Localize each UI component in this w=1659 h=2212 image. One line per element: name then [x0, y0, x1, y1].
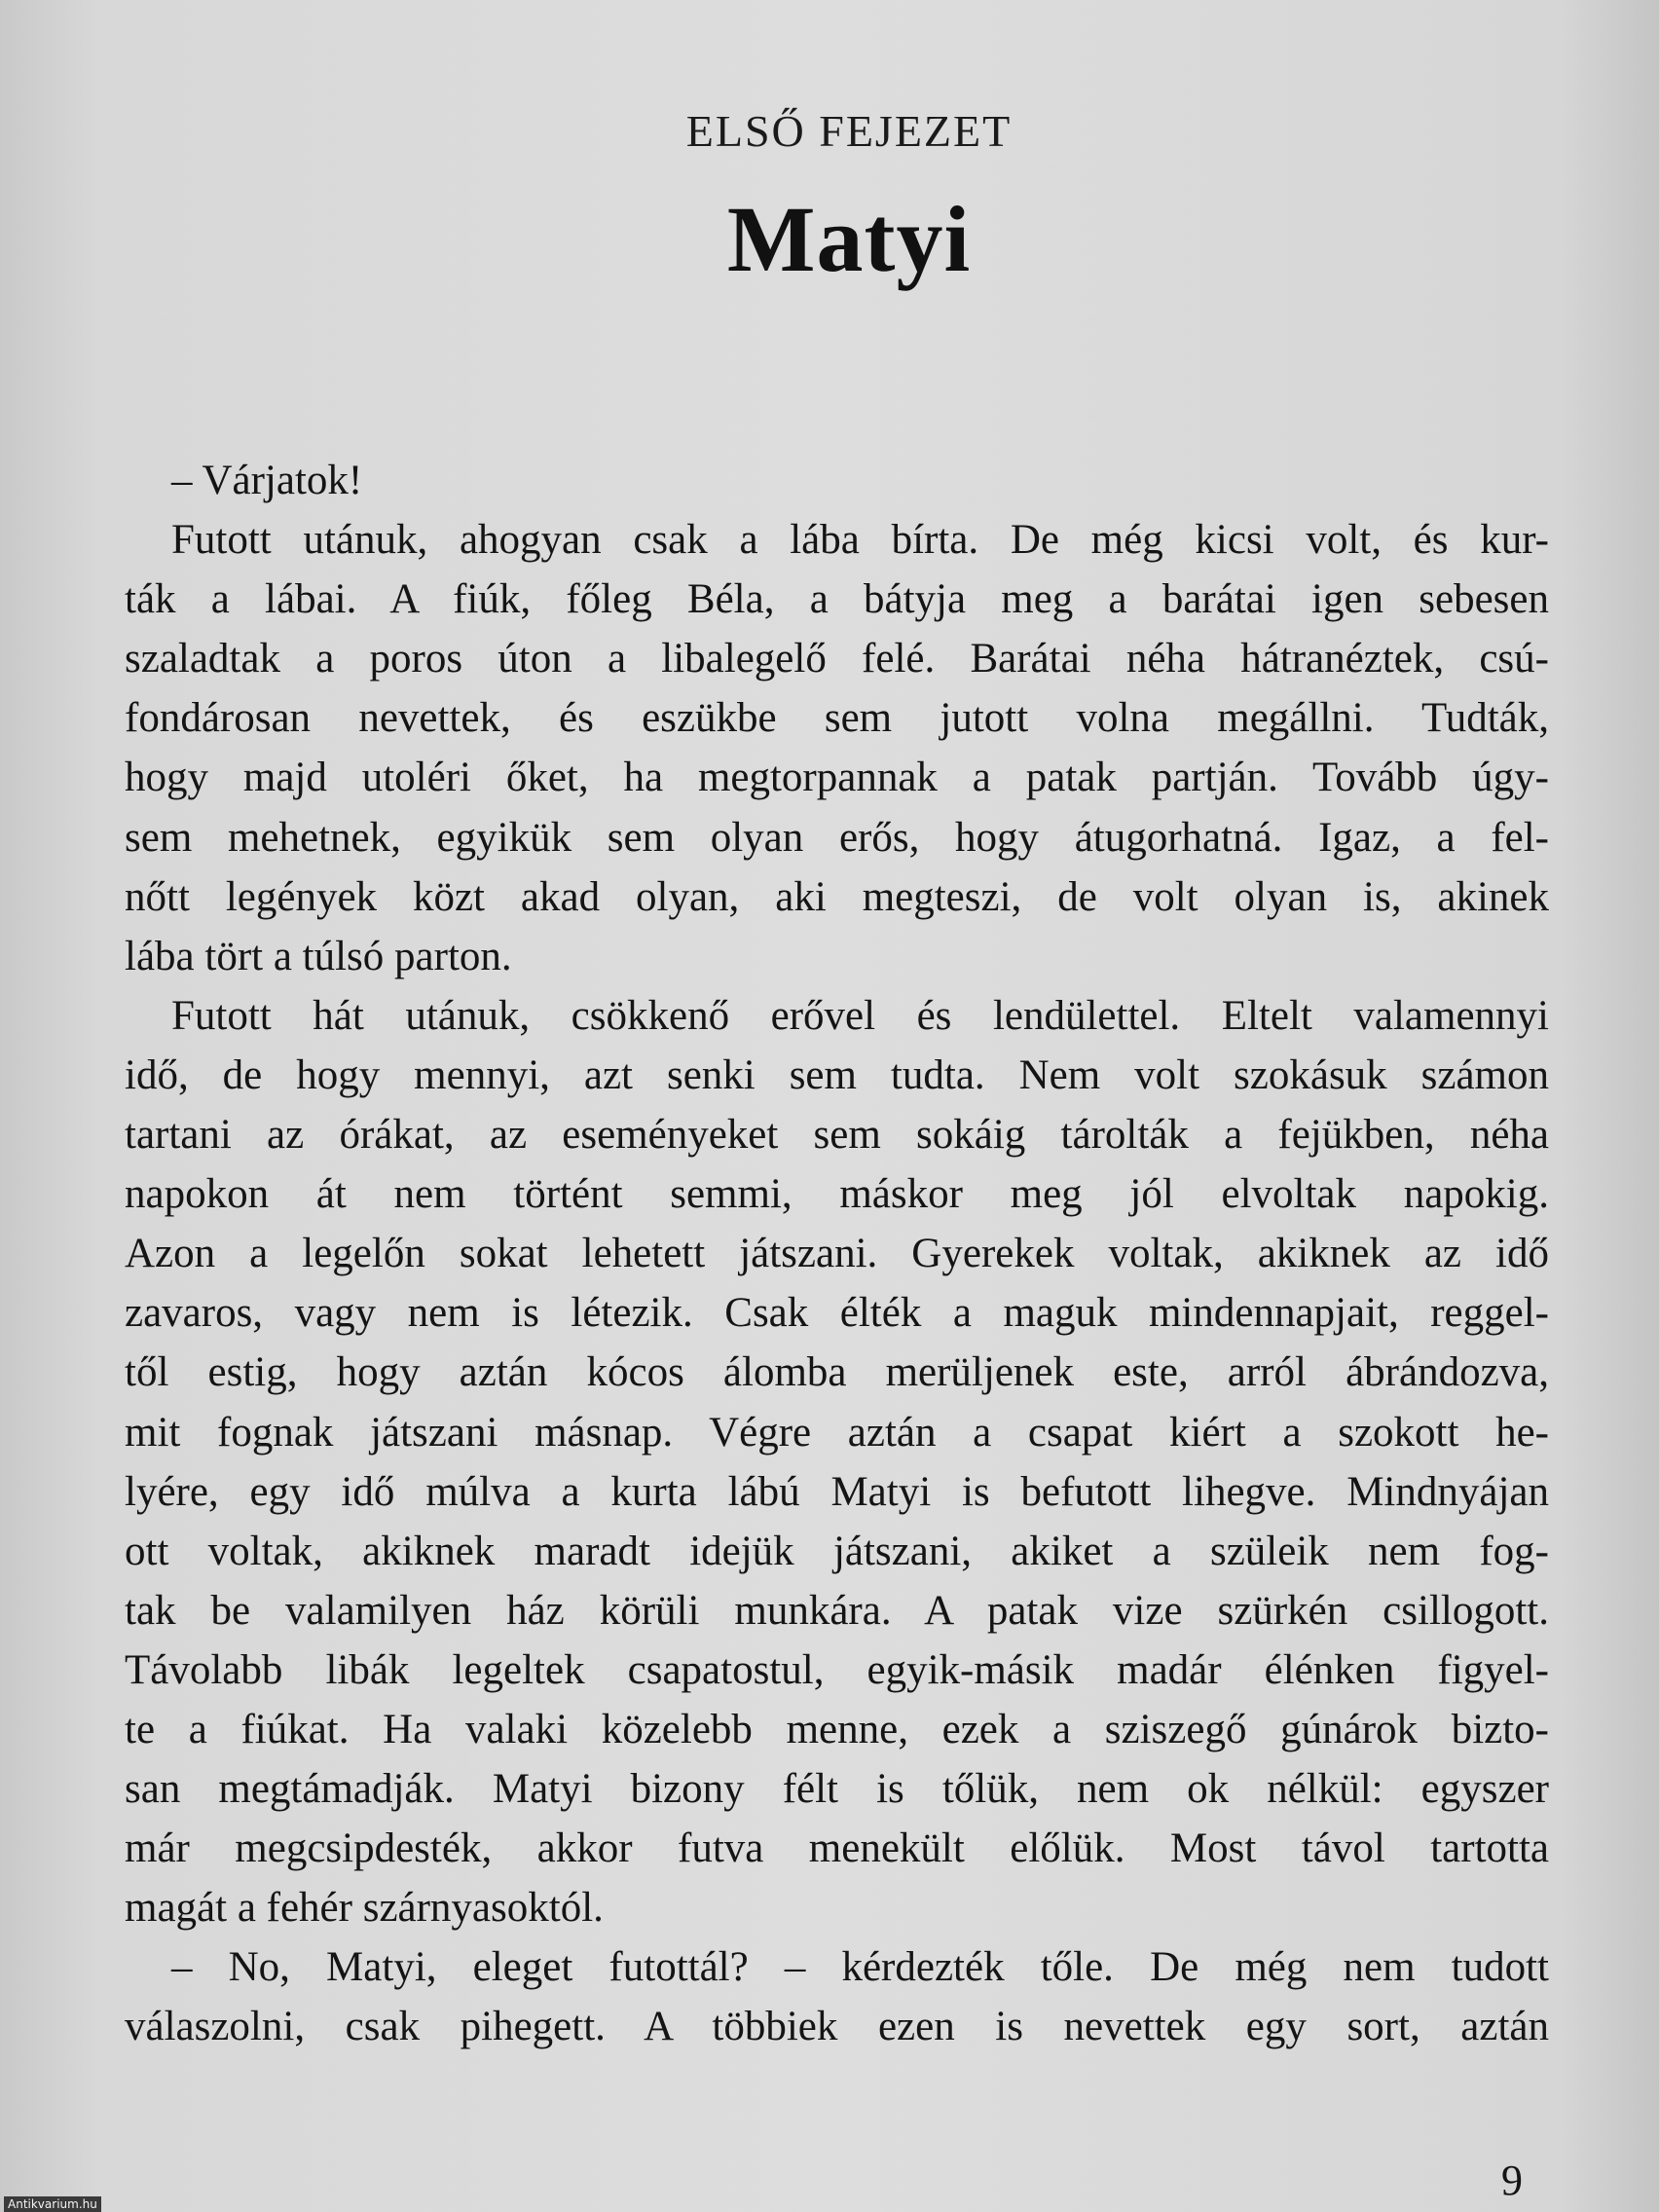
chapter-label: ELSŐ FEJEZET	[685, 106, 1013, 156]
watermark: Antikvarium.hu	[4, 2196, 101, 2212]
text-line: már megcsipdesték, akkor futva menekült előlük. Most távol tartotta	[125, 1825, 1549, 1872]
text-line: – No, Matyi, eleget futottál? – kérdezték tőle. De még nem tudott	[171, 1944, 1549, 1991]
text-line: Futott utánuk, ahogyan csak a lába bírta. De még kicsi volt, és kur-	[171, 517, 1549, 564]
text-line: szaladtak a poros úton a libalegelő felé. Barátai néha hátranéztek, csú-	[125, 636, 1549, 682]
text-line: zavaros, vagy nem is létezik. Csak élték a maguk mindennapjait, reggel-	[125, 1290, 1549, 1337]
text-line: tartani az órákat, az eseményeket sem sokáig tárolták a fejükben, néha	[125, 1112, 1549, 1159]
text-line: fondárosan nevettek, és eszükbe sem jutott volna megállni. Tudták,	[125, 695, 1549, 742]
text-line: Távolabb libák legeltek csapatostul, egyik-másik madár élénken figyel-	[125, 1646, 1549, 1693]
text-line: tak be valamilyen ház körüli munkára. A patak vize szürkén csillogott.	[125, 1587, 1549, 1634]
chapter-title: Matyi	[726, 187, 972, 291]
text-line: sem mehetnek, egyikük sem olyan erős, hogy átugorhatná. Igaz, a fel-	[125, 814, 1549, 861]
text-line: Azon a legelőn sokat lehetett játszani. Gyerekek voltak, akiknek az idő	[125, 1231, 1549, 1277]
text-line: magát a fehér szárnyasoktól.	[125, 1885, 604, 1932]
text-line: lába tört a túlsó parton.	[125, 933, 512, 979]
text-line: től estig, hogy aztán kócos álomba merüljenek este, arról ábrándozva,	[125, 1349, 1549, 1396]
text-line: mit fognak játszani másnap. Végre aztán a csapat kiért a szokott he-	[125, 1409, 1549, 1456]
text-line: hogy majd utoléri őket, ha megtorpannak a patak partján. Tovább úgy-	[125, 755, 1549, 801]
text-line: nőtt legények közt akad olyan, aki megteszi, de volt olyan is, akinek	[125, 873, 1549, 920]
text-line: – Várjatok!	[171, 458, 363, 503]
text-line: ták a lábai. A fiúk, főleg Béla, a bátyja meg a barátai igen sebesen	[125, 576, 1549, 623]
text-line: san megtámadják. Matyi bizony félt is tőlük, nem ok nélkül: egyszer	[125, 1766, 1549, 1813]
text-line: te a fiúkat. Ha valaki közelebb menne, ezek a sziszegő gúnárok bizto-	[125, 1706, 1549, 1752]
text-line: válaszolni, csak pihegett. A többiek ezen is nevettek egy sort, aztán	[125, 2004, 1549, 2050]
text-line: Futott hát utánuk, csökkenő erővel és lendülettel. Eltelt valamennyi	[171, 992, 1549, 1039]
text-line: idő, de hogy mennyi, azt senki sem tudta. Nem volt szokásuk számon	[125, 1051, 1549, 1098]
text-line: ott voltak, akiknek maradt idejük játszani, akiket a szüleik nem fog-	[125, 1528, 1549, 1574]
body-text	[125, 451, 1549, 2057]
page-number: 9	[1501, 2157, 1523, 2204]
text-line: lyére, egy idő múlva a kurta lábú Matyi is befutott lihegve. Mindnyájan	[125, 1468, 1549, 1515]
text-line: napokon át nem történt semmi, máskor meg jól elvoltak napokig.	[125, 1171, 1549, 1218]
